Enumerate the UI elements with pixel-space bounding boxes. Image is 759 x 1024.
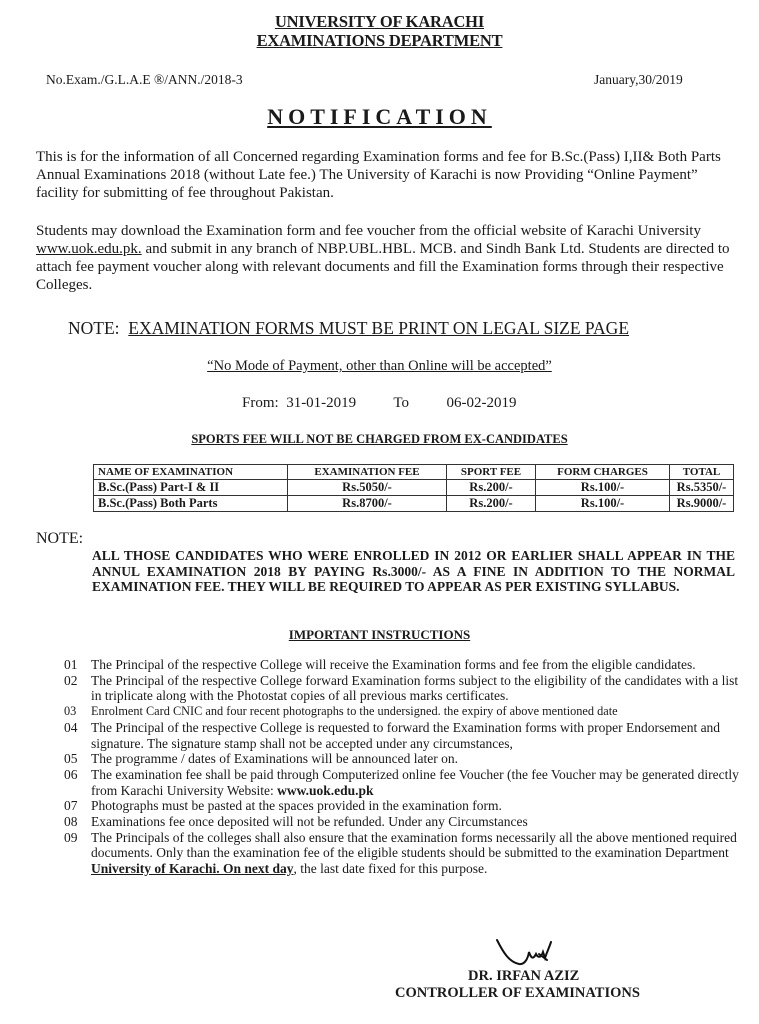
column-header: TOTAL <box>670 465 734 480</box>
exam-fee-cell: Rs.5050/- <box>288 480 447 496</box>
note-text: EXAMINATION FORMS MUST BE PRINT ON LEGAL SIZE PAGE <box>128 318 630 338</box>
page-title: NOTIFICATION <box>267 104 492 129</box>
item-number: 08 <box>64 814 78 830</box>
download-text-2: and submit in any branch of NBP.UBL.HBL. MCB. and Sindh Bank Ltd. Students are directed to attach fee payment voucher along with relevant documents and fill the Examination forms through their respective Colleges. <box>36 241 730 293</box>
website-link[interactable]: www.uok.edu.pk. <box>36 241 142 257</box>
letterhead <box>0 12 759 50</box>
download-paragraph <box>36 222 736 294</box>
sport-fee-cell: Rs.200/- <box>447 480 536 496</box>
instruction-item <box>64 720 744 751</box>
item-number: 09 <box>64 829 78 845</box>
exam-name-cell: B.Sc.(Pass) Both Parts <box>94 496 288 512</box>
download-text-1: Students may download the Examination form and fee voucher from the official website of Karachi University <box>36 223 701 239</box>
legal-size-note <box>68 318 629 339</box>
instruction-item <box>64 798 744 814</box>
item-text: Examinations fee once deposited will not be refunded. Under any Circumstances <box>91 814 528 830</box>
signatory-name: DR. IRFAN AZIZ <box>468 968 580 984</box>
university-name: UNIVERSITY OF KARACHI <box>274 12 485 31</box>
exam-fee-cell: Rs.8700/- <box>288 496 447 512</box>
sports-fee-notice: SPORTS FEE WILL NOT BE CHARGED FROM EX-CANDIDATES <box>191 432 568 446</box>
item-text: The Principal of the respective College forward Examination forms subject to the eligibility of the candidates with a list in triplicate along with the Photostat copies of all previous marks certificates. <box>91 672 739 704</box>
item-number: 03 <box>64 704 77 719</box>
exam-name-cell: B.Sc.(Pass) Part-I & II <box>94 480 288 496</box>
form-charges-cell: Rs.100/- <box>536 496 670 512</box>
notice-date: January,30/2019 <box>594 72 683 87</box>
fine-note-text: ALL THOSE CANDIDATES WHO WERE ENROLLED IN 2012 OR EARLIER SHALL APPEAR IN THE ANNUL EXAMINATION 2018 BY PAYING Rs.3000/- AS A FINE IN ADDITION TO THE NORMAL EXAMINATION FEE. THEY WILL BE REQUIRED TO APPEAR AS PER EXISTING SYLLABUS. <box>92 548 735 594</box>
reference-number: No.Exam./G.L.A.E ®/ANN./2018-3 <box>46 72 243 87</box>
item-text: The Principal of the respective College is requested to forward the Examination forms with proper Endorsement and signature. The signature stamp shall not be accepted under any circumstances, <box>91 719 721 751</box>
item-text: The programme / dates of Examinations will be announced later on. <box>91 751 459 767</box>
item-number: 04 <box>64 719 78 735</box>
signatory-title: CONTROLLER OF EXAMINATIONS <box>395 985 640 1001</box>
instruction-item <box>64 830 744 877</box>
from-date: 31-01-2019 <box>286 395 357 411</box>
item-number: 01 <box>64 657 78 672</box>
instructions-title: IMPORTANT INSTRUCTIONS <box>288 627 471 642</box>
instructions-list <box>64 657 744 877</box>
form-charges-cell: Rs.100/- <box>536 480 670 496</box>
item-text: Photographs must be pasted at the spaces provided in the examination form. <box>91 798 502 814</box>
date-range <box>242 395 517 412</box>
fine-note-label: NOTE: <box>36 530 84 547</box>
instruction-item <box>64 657 744 673</box>
to-date: 06-02-2019 <box>446 395 517 411</box>
item-text: Enrolment Card CNIC and four recent photographs to the undersigned. the expiry of above mentioned date <box>91 704 618 719</box>
department-name: EXAMINATIONS DEPARTMENT <box>256 31 503 50</box>
intro-paragraph: This is for the information of all Concerned regarding Examination forms and fee for B.Sc.(Pass) I,II& Both Parts Annual Examinations 2018 (without Late fee.) The University of Karachi is now Providing “Online Payment” facility for submitting of fee throughout Pakistan. <box>36 149 721 201</box>
item-text: The examination fee shall be paid through Computerized online fee Voucher (the fee Voucher may be generated directly from Karachi University Website: <box>91 766 739 798</box>
table-row <box>94 480 734 496</box>
item-number: 02 <box>64 672 78 688</box>
item-number: 05 <box>64 751 78 767</box>
item-text: The Principals of the colleges shall also ensure that the examination forms necessarily all the above mentioned required documents. Only than the examination fee of the eligible students should be submitted to the examination Department <box>91 829 737 861</box>
instruction-item <box>64 814 744 830</box>
table-row <box>94 496 734 512</box>
total-cell: Rs.9000/- <box>670 496 734 512</box>
sport-fee-cell: Rs.200/- <box>447 496 536 512</box>
instruction-item <box>64 751 744 767</box>
item-number: 06 <box>64 766 78 782</box>
total-cell: Rs.5350/- <box>670 480 734 496</box>
note-label: NOTE: <box>68 318 120 338</box>
from-label: From: <box>242 395 279 411</box>
fee-table <box>93 464 734 512</box>
item-number: 07 <box>64 798 78 814</box>
instruction-item <box>64 767 744 798</box>
item-text-end: , the last date fixed for this purpose. <box>293 861 488 877</box>
instruction-item <box>64 704 744 720</box>
column-header: SPORT FEE <box>447 465 536 480</box>
payment-mode-notice: “No Mode of Payment, other than Online will be accepted” <box>207 358 552 374</box>
item-text: The Principal of the respective College will receive the Examination forms and fee from the eligible candidates. <box>91 657 696 672</box>
emphasis-text: University of Karachi. On next day <box>91 861 294 877</box>
signature-mark <box>495 938 555 970</box>
column-header: NAME OF EXAMINATION <box>94 465 288 480</box>
to-label: To <box>393 395 410 411</box>
table-header-row <box>94 465 734 480</box>
website-link[interactable]: www.uok.edu.pk <box>277 782 374 798</box>
column-header: EXAMINATION FEE <box>288 465 447 480</box>
column-header: FORM CHARGES <box>536 465 670 480</box>
instruction-item <box>64 673 744 704</box>
